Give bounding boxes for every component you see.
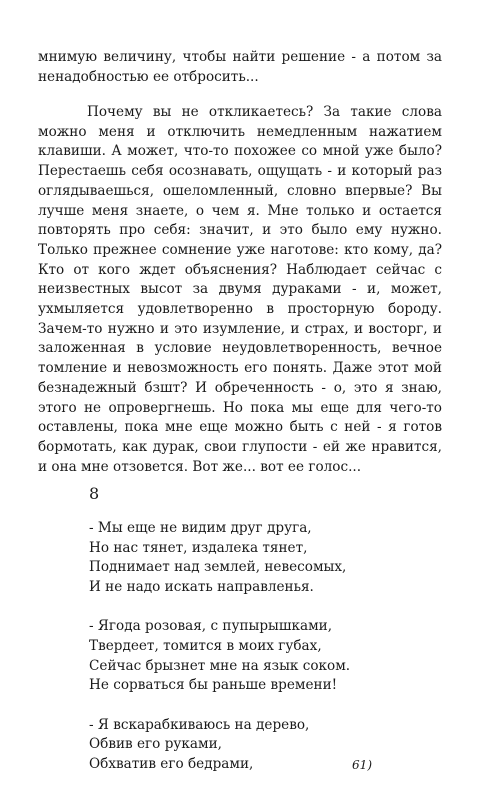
poem-line: - Мы еще не видим друг друга, — [89, 520, 312, 536]
poem-line: Сейчас брызнет мне на язык соком. — [89, 657, 351, 674]
poem-stanza-3 — [89, 716, 439, 775]
poem-line: - Я вскарабкиваюсь на дерево, — [89, 716, 310, 733]
poem — [89, 519, 439, 794]
poem-line: И не надо искать направленья. — [89, 579, 314, 596]
poem-line: - Ягода розовая, с пупырышками, — [89, 618, 333, 635]
main-paragraph — [38, 103, 442, 477]
continued-paragraph-text: мнимую величину, чтобы найти решение - а потом за ненадобностью ее отбросить... — [38, 49, 442, 85]
poem-line: Обвив его руками, — [89, 736, 222, 753]
poem-stanza-2 — [89, 617, 439, 696]
page-number: 61) — [352, 758, 372, 772]
poem-line: Не сорваться бы раньше времени! — [89, 677, 338, 694]
continued-paragraph — [38, 48, 442, 87]
poem-line: Но нас тянет, издалека тянет, — [89, 539, 308, 556]
poem-line: Поднимает над землей, невесомых, — [89, 559, 347, 576]
chapter-number: 8 — [89, 484, 100, 503]
main-paragraph-text: Почему вы не откликаетесь? За такие слова можно меня и отключить немедленным нажатием клавиши. А может, что-то похожее со мной уже было? Перестаешь себя осознавать, ощущать - и который раз оглядываешься, ошеломленный, словно впервые? Вы лучше меня знаете, о чем я. Мне только и остается повторять про себя: значит, и это было ему нужно. Только прежнее сомнение уже наготове: кто кому, да? Кто от кого ждет объяснения? Наблюдает сейчас с неизвестных высот за двумя дураками - и, может, ухмыляется удовлетворенно в просторную бороду. Зачем-то нужно и это изумление, и страх, и восторг, и заложенная в условие неудовлетворенность, вечное томление и невозможность его понять. Даже этот мой безнадежный бзшт? И обреченность - о, это я знаю, этого не опровергнешь. Но пока мы еще для чего-то оставлены, пока мне еще можно быть с ней - я готов бормотать, как дурак, свои глупости - ей же нравится, и она мне отзовется. Вот же... вот ее голос... — [38, 104, 442, 475]
poem-line: Твердеет, томится в моих губах, — [89, 638, 322, 655]
poem-line: Обхватив его бедрами, — [89, 756, 254, 773]
poem-stanza-1 — [89, 519, 439, 598]
